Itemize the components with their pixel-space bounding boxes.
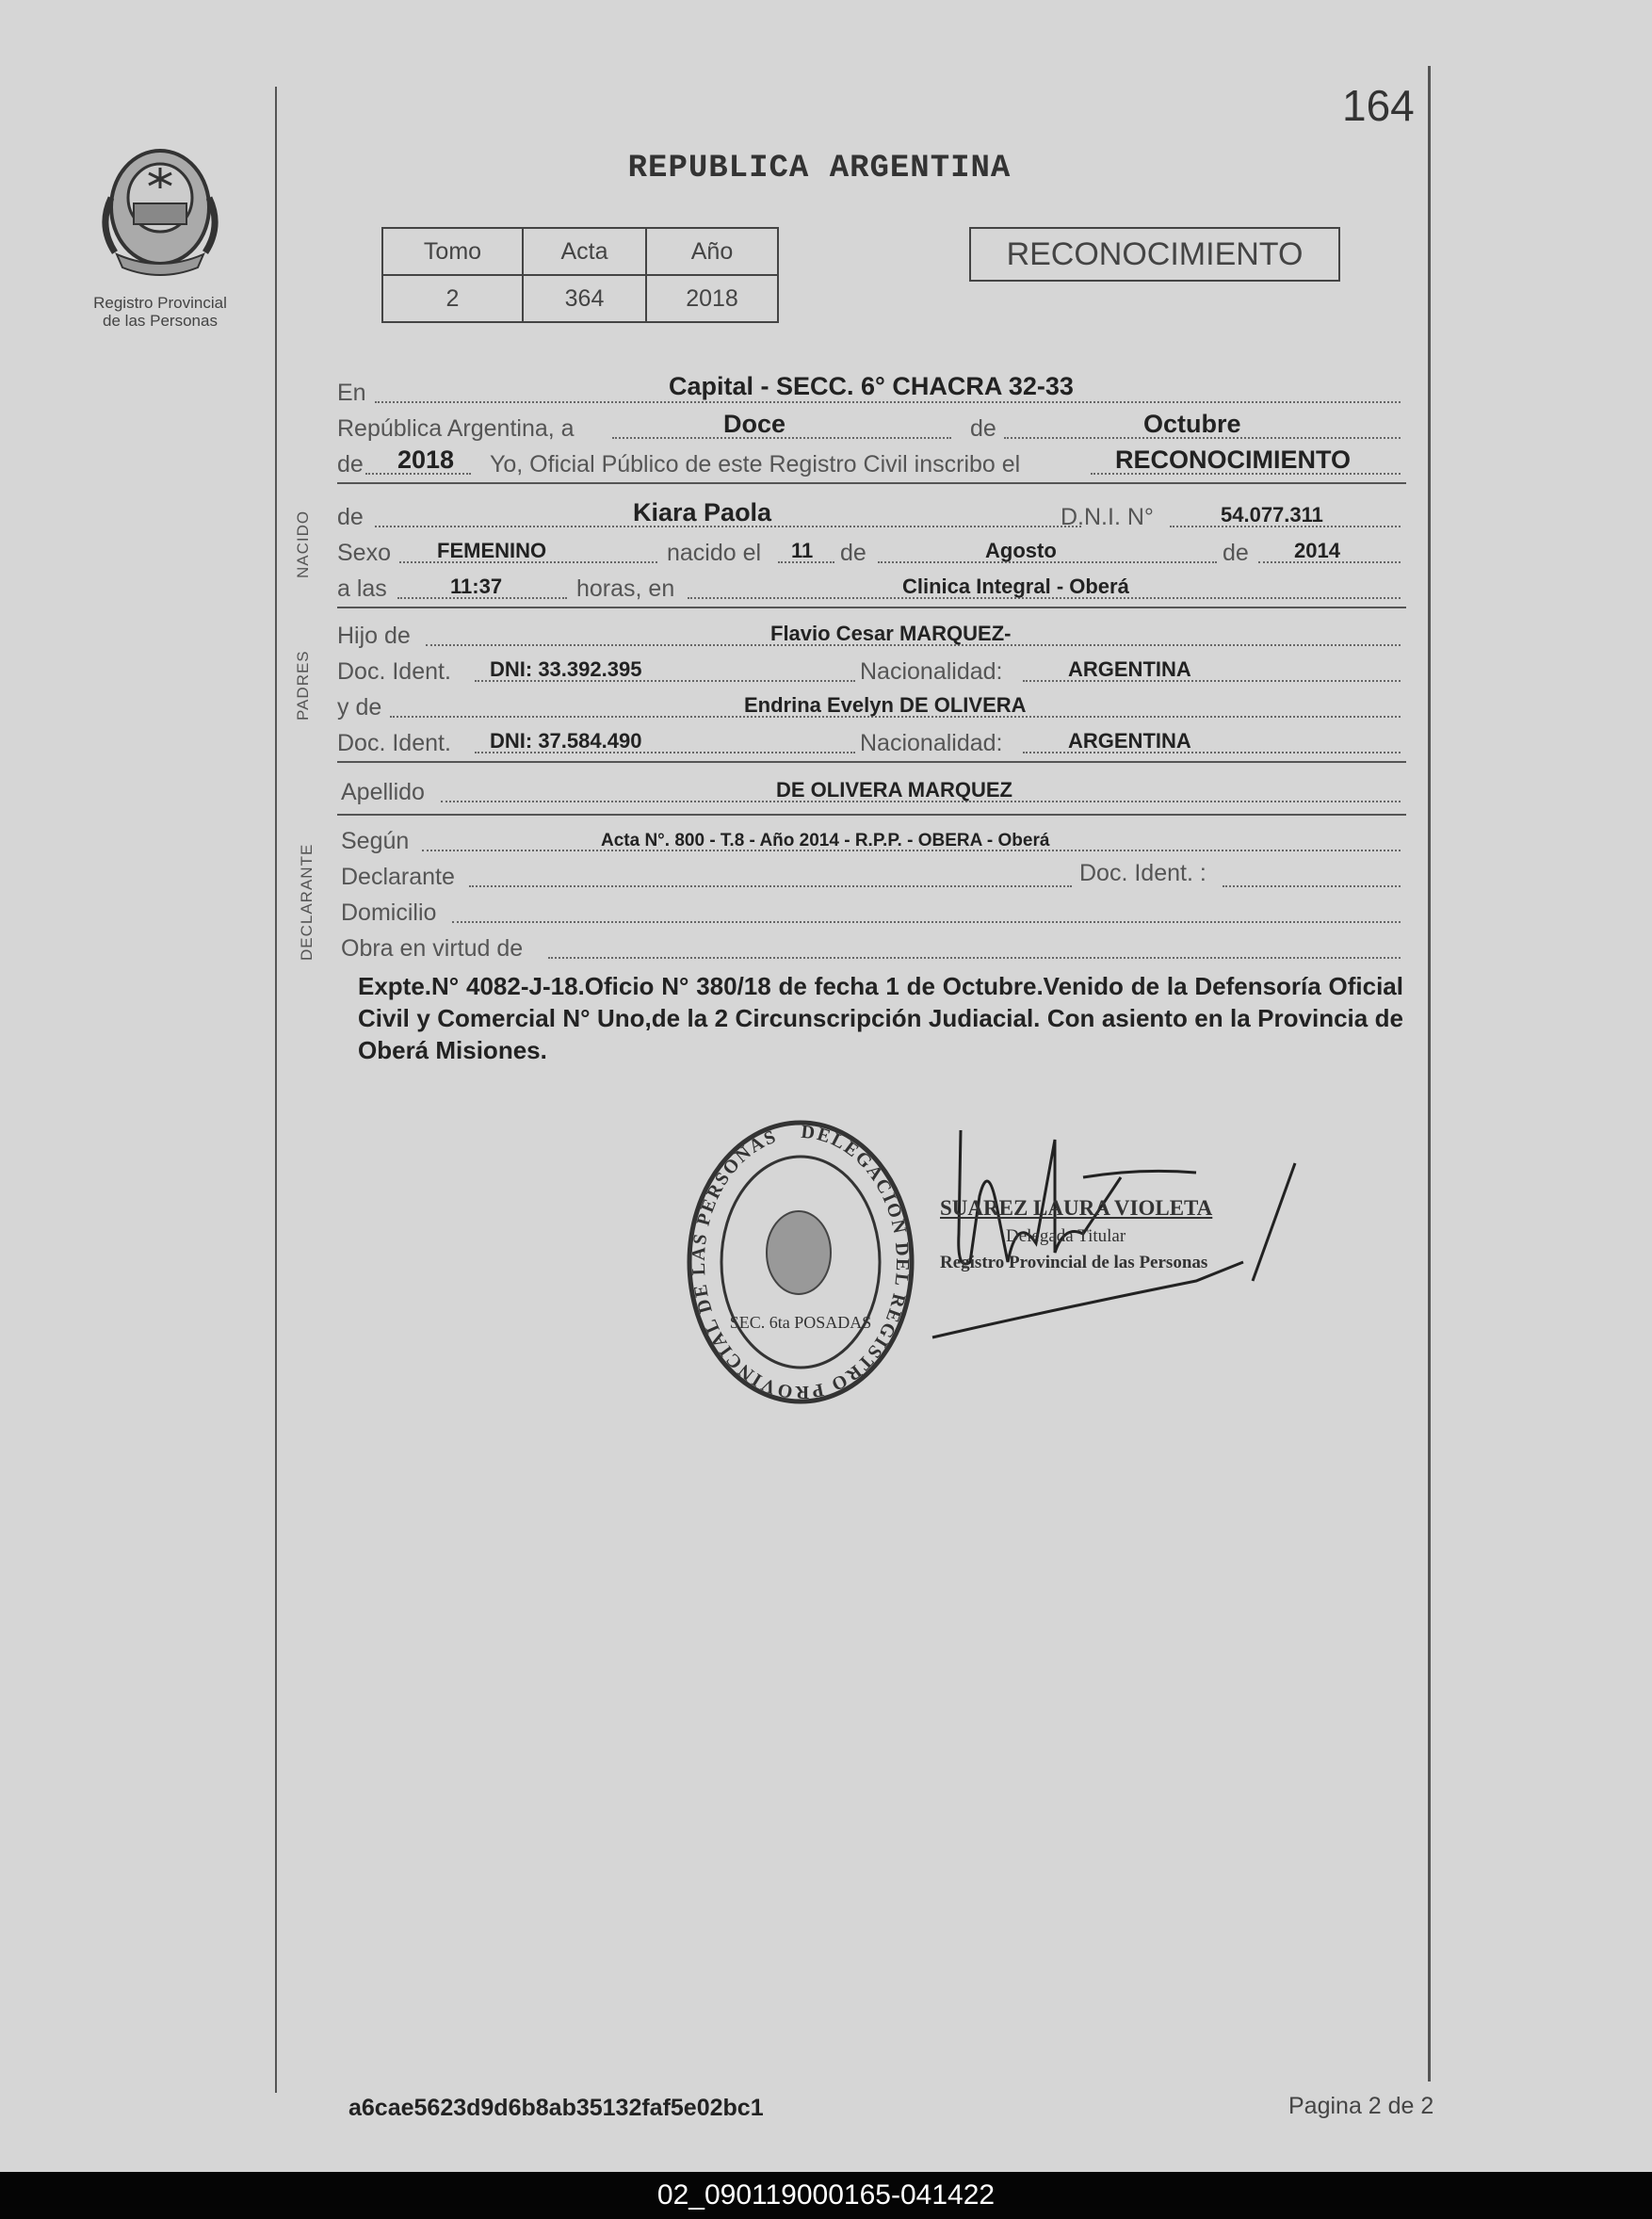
label-doc-ident-1: Doc. Ident. bbox=[337, 658, 451, 685]
value-month: Octubre bbox=[1143, 410, 1241, 438]
value-dni: 54.077.311 bbox=[1221, 503, 1323, 526]
header-anio: Año bbox=[646, 228, 778, 275]
value-sexo: FEMENINO bbox=[437, 539, 547, 562]
value-mes: Agosto bbox=[985, 539, 1057, 562]
value-year: 2018 bbox=[397, 445, 455, 474]
value-doc-padre: DNI: 33.392.395 bbox=[490, 657, 642, 681]
label-de: de bbox=[970, 415, 996, 442]
label-de-mes: de bbox=[840, 540, 866, 566]
coat-of-arms-icon bbox=[94, 141, 226, 283]
label-y-de: y de bbox=[337, 694, 382, 721]
text-inscribo: Yo, Oficial Público de este Registro Civil inscribo el bbox=[490, 451, 1021, 478]
side-label-nacido: NACIDO bbox=[294, 510, 312, 578]
label-apellido: Apellido bbox=[341, 779, 425, 805]
label-declarante: Declarante bbox=[341, 864, 455, 890]
section-rule-4 bbox=[337, 814, 1406, 816]
value-hora: 11:37 bbox=[450, 575, 503, 598]
field-doc-padre bbox=[337, 654, 1406, 688]
logo-caption-line1: Registro Provincial bbox=[93, 294, 227, 312]
value-madre: Endrina Evelyn DE OLIVERA bbox=[744, 693, 1027, 717]
pagination: Pagina 2 de 2 bbox=[1288, 2093, 1434, 2119]
label-nacionalidad-1: Nacionalidad: bbox=[860, 658, 1003, 685]
field-domicilio bbox=[337, 895, 1406, 929]
signatory-role: Delegada Titular bbox=[1006, 1226, 1126, 1246]
value-en: Capital - SECC. 6° CHACRA 32-33 bbox=[669, 372, 1074, 400]
register-header-row bbox=[382, 228, 778, 275]
field-segun bbox=[337, 823, 1406, 857]
document-hash: a6cae5623d9d6b8ab35132faf5e02bc1 bbox=[348, 2095, 764, 2121]
signatory-name: SUAREZ LAURA VIOLETA bbox=[940, 1196, 1213, 1220]
label-republica: República Argentina, a bbox=[337, 415, 575, 442]
value-nombre: Kiara Paola bbox=[633, 498, 772, 526]
label-nacido: nacido el bbox=[667, 540, 762, 566]
label-de-nombre: de bbox=[337, 504, 364, 530]
label-segun: Según bbox=[341, 828, 410, 854]
file-caption: 02_090119000165-041422 bbox=[0, 2172, 1652, 2219]
field-sexo bbox=[337, 535, 1406, 569]
value-anio-nac: 2014 bbox=[1294, 539, 1340, 562]
label-obra: Obra en virtud de bbox=[341, 935, 524, 962]
notes-paragraph: Expte.N° 4082-J-18.Oficio N° 380/18 de fecha 1 de Octubre.Venido de la Defensoría Oficial Civil y Comercial N° Uno,de la 2 Circunscripción Judiacial. Con asiento en la Provincia de Oberá Misiones. bbox=[358, 972, 1403, 1064]
value-segun: Acta N°. 800 - T.8 - Año 2014 - R.P.P. - OBERA - Oberá bbox=[601, 831, 1050, 850]
label-domicilio: Domicilio bbox=[341, 899, 437, 926]
stamp-ring-text: DELEGACION DEL REGISTRO PROVINCIAL DE LAS PERSONAS bbox=[688, 1121, 914, 1403]
label-doc-ident-declarante: Doc. Ident. : bbox=[1079, 860, 1207, 886]
logo-caption-line2: de las Personas bbox=[103, 312, 218, 330]
side-label-padres: PADRES bbox=[294, 650, 312, 721]
register-table bbox=[381, 227, 779, 323]
act-type-box: RECONOCIMIENTO bbox=[969, 227, 1340, 282]
label-horas-en: horas, en bbox=[576, 575, 675, 602]
stamp-inner-text: SEC. 6ta POSADAS bbox=[729, 1313, 872, 1332]
page-number: 164 bbox=[1342, 81, 1415, 130]
label-de-year: de bbox=[337, 451, 364, 478]
value-inscribo: RECONOCIMIENTO bbox=[1115, 445, 1352, 474]
value-doc-madre: DNI: 37.584.490 bbox=[490, 729, 642, 753]
section-rule-2 bbox=[337, 607, 1406, 608]
field-declarante bbox=[337, 859, 1406, 893]
label-doc-ident-2: Doc. Ident. bbox=[337, 730, 451, 756]
value-padre: Flavio Cesar MARQUEZ- bbox=[770, 622, 1012, 645]
value-acta: 364 bbox=[523, 275, 646, 322]
value-tomo: 2 bbox=[382, 275, 523, 322]
label-sexo: Sexo bbox=[337, 540, 391, 566]
field-fecha bbox=[337, 411, 1406, 445]
field-hora bbox=[337, 571, 1406, 605]
logo-caption bbox=[57, 294, 264, 330]
header-tomo: Tomo bbox=[382, 228, 523, 275]
label-dni: D.N.I. N° bbox=[1061, 504, 1154, 530]
value-lugar: Clinica Integral - Oberá bbox=[902, 575, 1129, 598]
field-obra bbox=[337, 931, 1406, 964]
field-madre bbox=[337, 689, 1406, 723]
field-en bbox=[337, 372, 1406, 409]
left-margin-line bbox=[275, 87, 277, 2093]
field-nombre bbox=[337, 499, 1406, 533]
label-nacionalidad-2: Nacionalidad: bbox=[860, 730, 1003, 756]
field-hijo bbox=[337, 618, 1406, 652]
field-inscripcion bbox=[337, 446, 1406, 480]
right-margin-line bbox=[1428, 66, 1431, 2081]
signatory-organization: Registro Provincial de las Personas bbox=[940, 1253, 1208, 1272]
section-rule-3 bbox=[337, 761, 1406, 763]
header-acta: Acta bbox=[523, 228, 646, 275]
official-stamp bbox=[678, 1111, 923, 1422]
value-apellido: DE OLIVERA MARQUEZ bbox=[776, 778, 1012, 802]
value-dia: 11 bbox=[791, 539, 814, 562]
value-day: Doce bbox=[723, 410, 786, 438]
label-a-las: a las bbox=[337, 575, 387, 602]
section-rule-1 bbox=[337, 482, 1406, 484]
side-label-declarante: DECLARANTE bbox=[298, 843, 316, 961]
field-doc-madre bbox=[337, 725, 1406, 759]
value-nac-madre: ARGENTINA bbox=[1068, 729, 1191, 753]
value-nac-padre: ARGENTINA bbox=[1068, 657, 1191, 681]
register-value-row bbox=[382, 275, 778, 322]
field-apellido bbox=[337, 774, 1406, 808]
label-de-anio: de bbox=[1223, 540, 1249, 566]
document-title: REPUBLICA ARGENTINA bbox=[627, 151, 1012, 186]
value-anio: 2018 bbox=[646, 275, 778, 322]
label-hijo: Hijo de bbox=[337, 623, 411, 649]
label-en: En bbox=[337, 380, 366, 406]
